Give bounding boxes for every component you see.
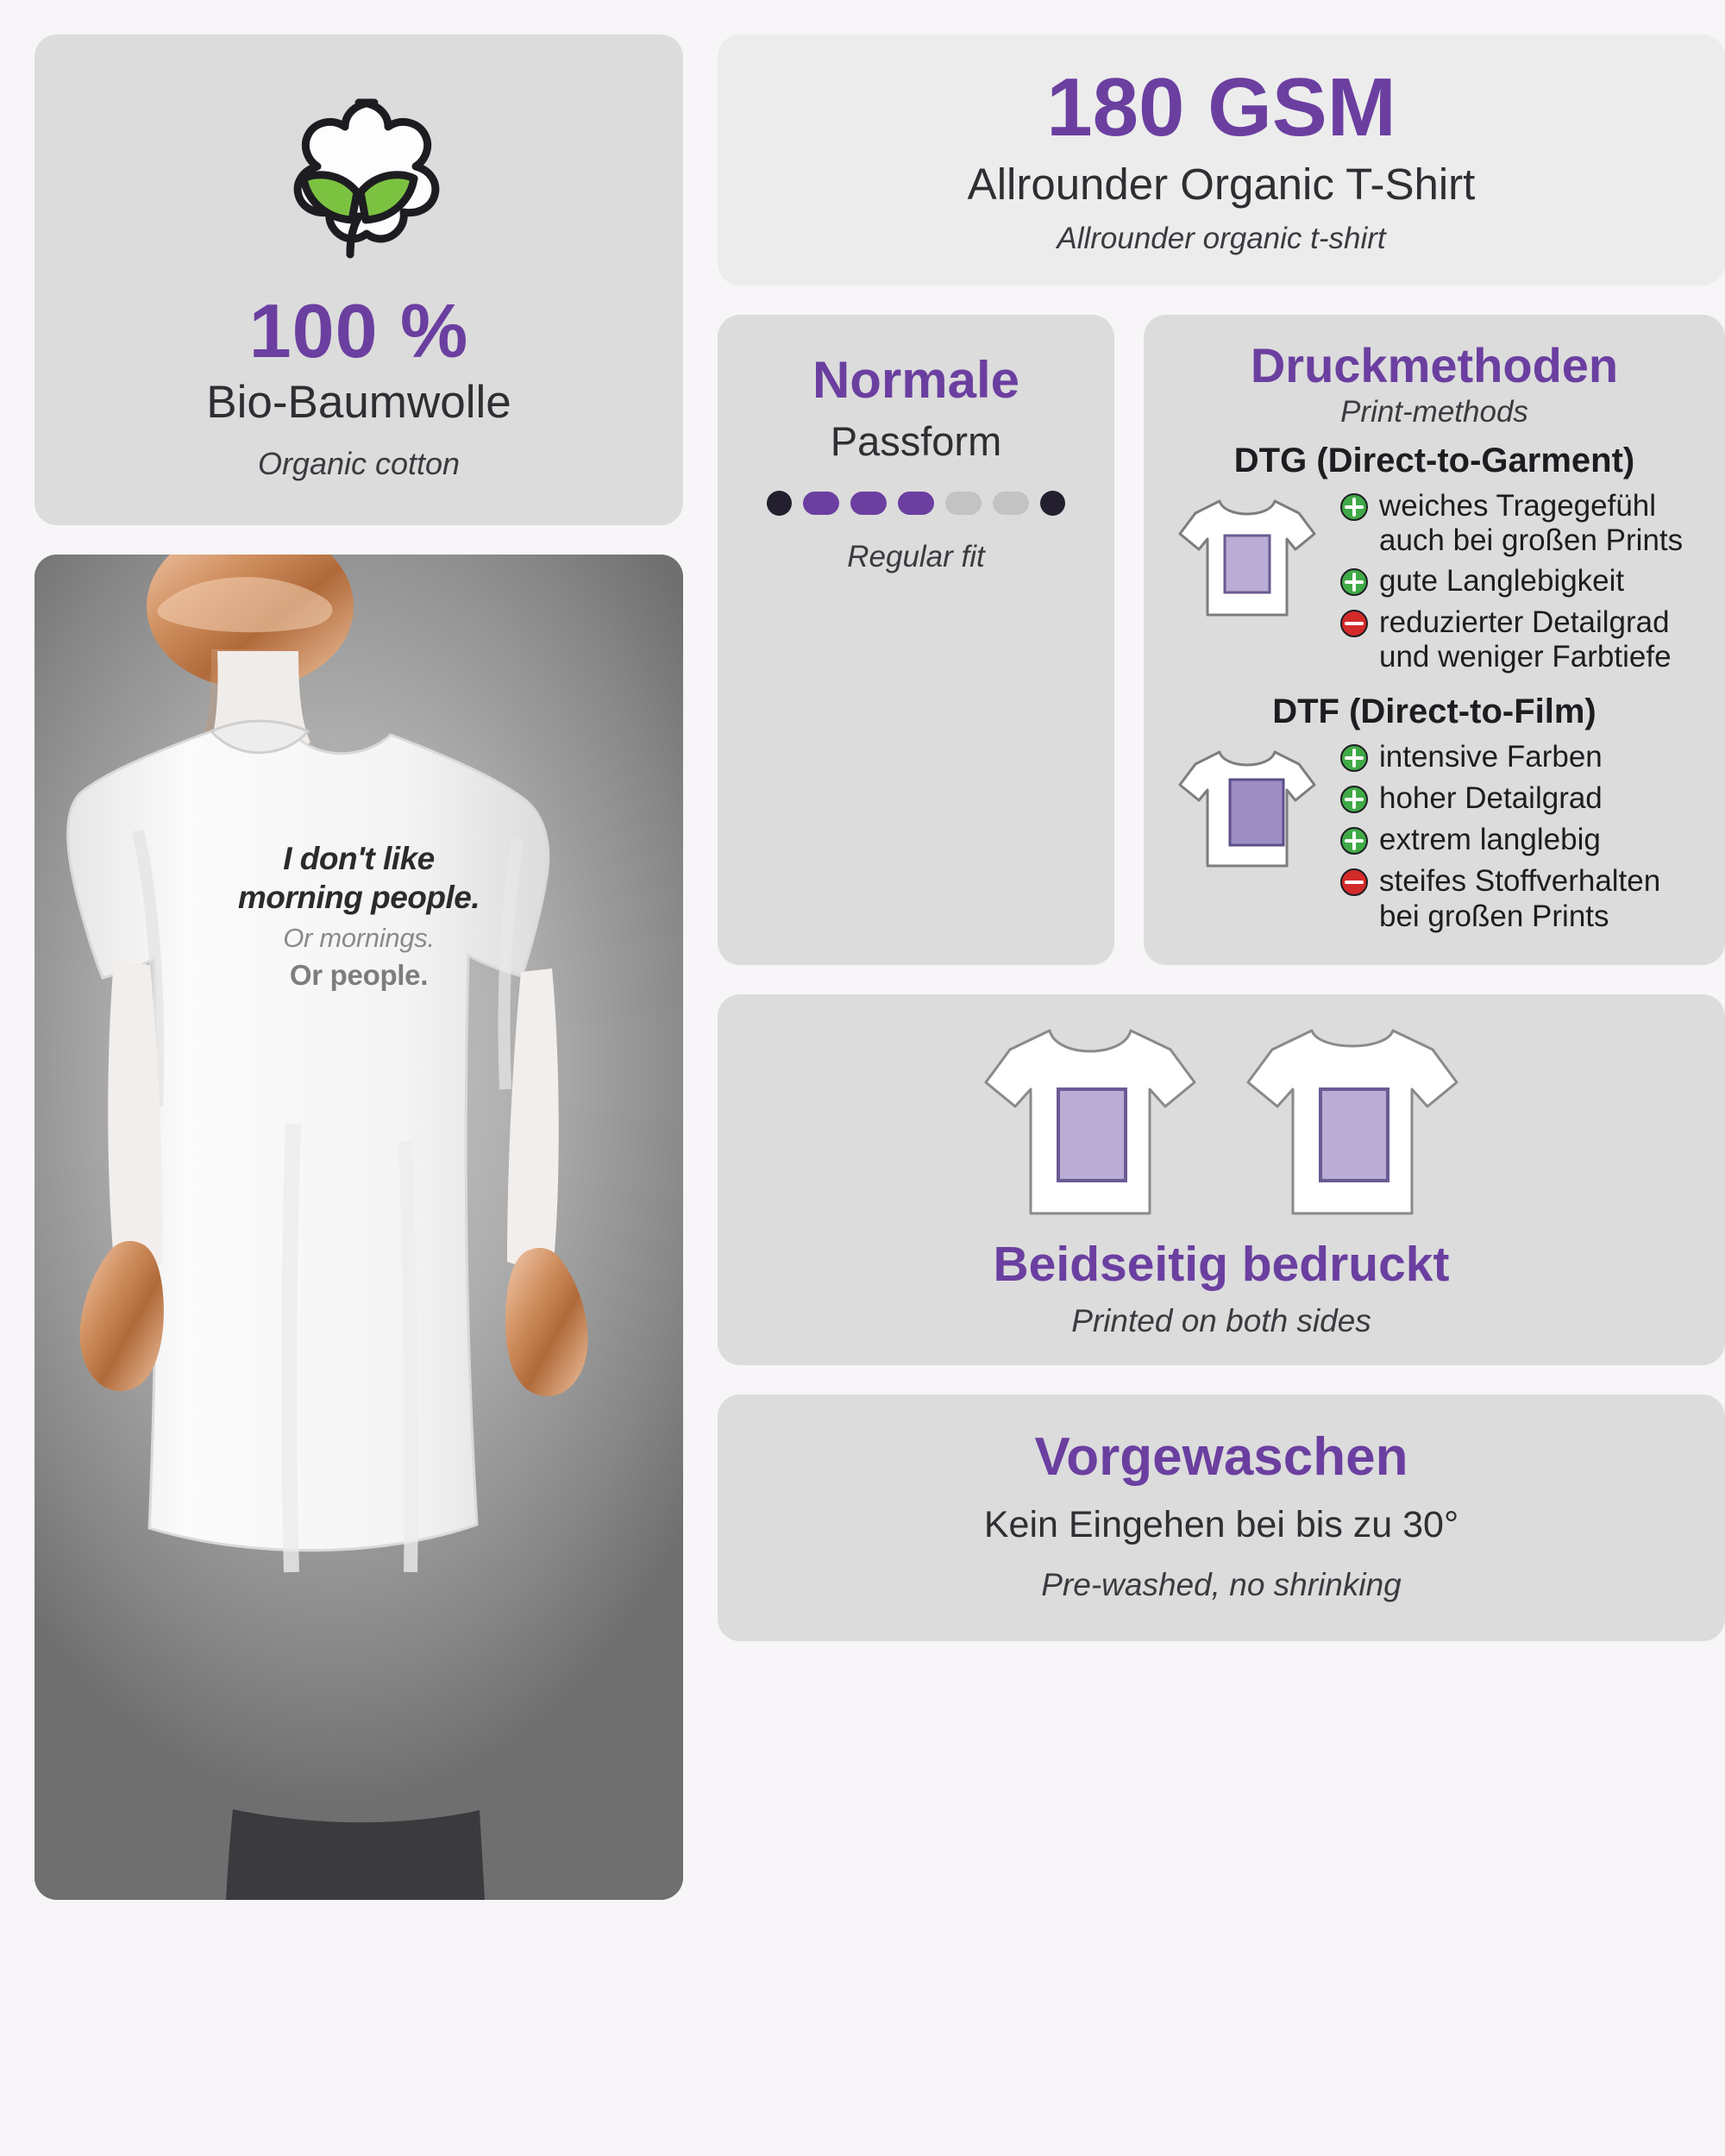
- shirt-back-icon: [1227, 1015, 1477, 1231]
- plus-icon: [1340, 744, 1368, 776]
- print-line-4: Or people.: [289, 958, 429, 991]
- fit-card: [718, 315, 1114, 965]
- print-methods-subtitle: Print-methods: [1340, 394, 1528, 429]
- product-photo: [34, 555, 683, 1900]
- gsm-header-card: [718, 34, 1725, 285]
- print-line-1: I don't like: [283, 840, 435, 876]
- cotton-boll-leaf-icon: [60, 74, 657, 273]
- left-column: [34, 34, 683, 2122]
- list-item: [1340, 605, 1703, 675]
- print-methods-card: [1144, 315, 1725, 965]
- right-column: [718, 34, 1725, 2122]
- list-item-text: weiches Tragegefühl auch bei großen Prints: [1379, 488, 1684, 558]
- minus-icon: [1340, 610, 1368, 642]
- fit-scale-empty: [993, 492, 1029, 515]
- prewashed-title: Vorgewaschen: [1034, 1427, 1408, 1488]
- print-line-3: Or mornings.: [283, 922, 435, 953]
- fit-scale-start: [767, 491, 792, 516]
- both-sides-title: Beidseitig bedruckt: [993, 1237, 1450, 1293]
- prewashed-subtitle: Pre-washed, no shrinking: [1041, 1567, 1402, 1603]
- shirt-print-text: [173, 839, 544, 993]
- list-item: [1340, 781, 1703, 818]
- fit-and-print-row: [718, 315, 1725, 965]
- minus-icon: [1340, 868, 1368, 900]
- list-item: [1340, 564, 1703, 600]
- shirt-front-icon: [965, 1015, 1215, 1231]
- dtf-heading: DTF (Direct-to-Film): [1272, 693, 1596, 731]
- dtf-block: [1166, 740, 1703, 939]
- dtg-shirt-icon: [1166, 489, 1328, 631]
- print-methods-title: Druckmethoden: [1250, 337, 1619, 392]
- list-item-text: reduzierter Detailgrad und weniger Farbtiefe: [1379, 605, 1672, 674]
- dtg-block: [1166, 489, 1703, 680]
- dtf-benefit-list: [1340, 740, 1703, 939]
- prewashed-card: [718, 1395, 1725, 1641]
- plus-icon: [1340, 786, 1368, 818]
- product-subtitle: Allrounder organic t-shirt: [1057, 221, 1386, 255]
- print-line-2: morning people.: [237, 879, 480, 915]
- cotton-title: Bio-Baumwolle: [206, 377, 511, 429]
- product-title: Allrounder Organic T-Shirt: [967, 159, 1476, 209]
- fit-subtitle: Passform: [830, 417, 1002, 464]
- prewashed-line: Kein Eingehen bei bis zu 30°: [983, 1504, 1459, 1546]
- list-item: [1340, 864, 1703, 934]
- fit-scale-end: [1040, 491, 1065, 516]
- list-item-text: intensive Farben: [1379, 740, 1603, 774]
- dtg-heading: DTG (Direct-to-Garment): [1233, 441, 1635, 479]
- mannequin-figure: [34, 555, 683, 1900]
- plus-icon: [1340, 493, 1368, 525]
- both-sides-illustration: [740, 1015, 1703, 1231]
- dtf-shirt-icon: [1166, 740, 1328, 882]
- fit-scale-filled: [850, 492, 887, 515]
- list-item: [1340, 740, 1703, 776]
- list-item-text: steifes Stoffverhalten bei großen Prints: [1379, 864, 1661, 933]
- plus-icon: [1340, 568, 1368, 600]
- list-item: [1340, 823, 1703, 859]
- fit-scale: [738, 491, 1094, 516]
- list-item-text: hoher Detailgrad: [1379, 781, 1603, 816]
- fit-note: Regular fit: [847, 539, 985, 573]
- gsm-weight: 180 GSM: [1046, 61, 1396, 154]
- list-item-text: gute Langlebigkeit: [1379, 563, 1625, 598]
- both-sides-card: [718, 994, 1725, 1365]
- fit-title: Normale: [812, 350, 1020, 409]
- fit-scale-empty: [945, 492, 982, 515]
- fit-scale-filled: [803, 492, 839, 515]
- plus-icon: [1340, 827, 1368, 859]
- fit-scale-filled: [898, 492, 934, 515]
- both-sides-subtitle: Printed on both sides: [1071, 1303, 1371, 1339]
- cotton-subtitle: Organic cotton: [257, 445, 461, 481]
- list-item-text: extrem langlebig: [1379, 823, 1601, 857]
- cotton-percentage: 100 %: [248, 288, 469, 373]
- list-item: [1340, 489, 1703, 559]
- organic-cotton-card: [34, 34, 683, 525]
- dtg-benefit-list: [1340, 489, 1703, 680]
